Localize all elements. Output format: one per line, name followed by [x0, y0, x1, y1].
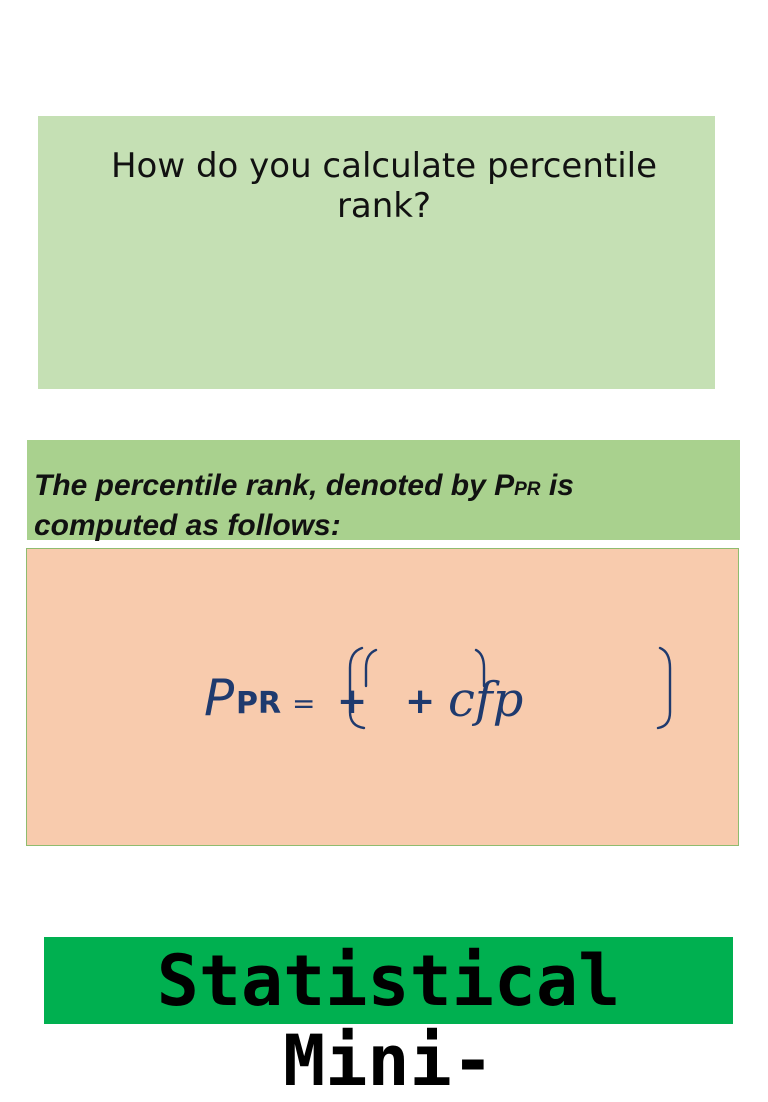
definition-subscript: PR — [514, 479, 541, 500]
formula-plus-sign-2: + — [405, 681, 436, 722]
title-banner — [44, 937, 733, 1102]
definition-text — [34, 468, 714, 544]
formula-plus-sign-1: + — [337, 681, 368, 722]
banner-title: Statistical Mini- — [156, 940, 621, 1102]
formula-box — [26, 548, 739, 846]
question-text: How do you calculate percentile rank? — [110, 146, 658, 226]
formula-cfp-term: cfp — [448, 672, 524, 728]
definition-suffix: is computed as follows: — [34, 469, 574, 542]
formula-subscript: PR — [236, 686, 282, 721]
definition-prefix: The percentile rank, denoted by P — [34, 469, 515, 502]
formula-equals-sign: = — [292, 687, 316, 720]
formula-symbol: P — [204, 669, 235, 727]
